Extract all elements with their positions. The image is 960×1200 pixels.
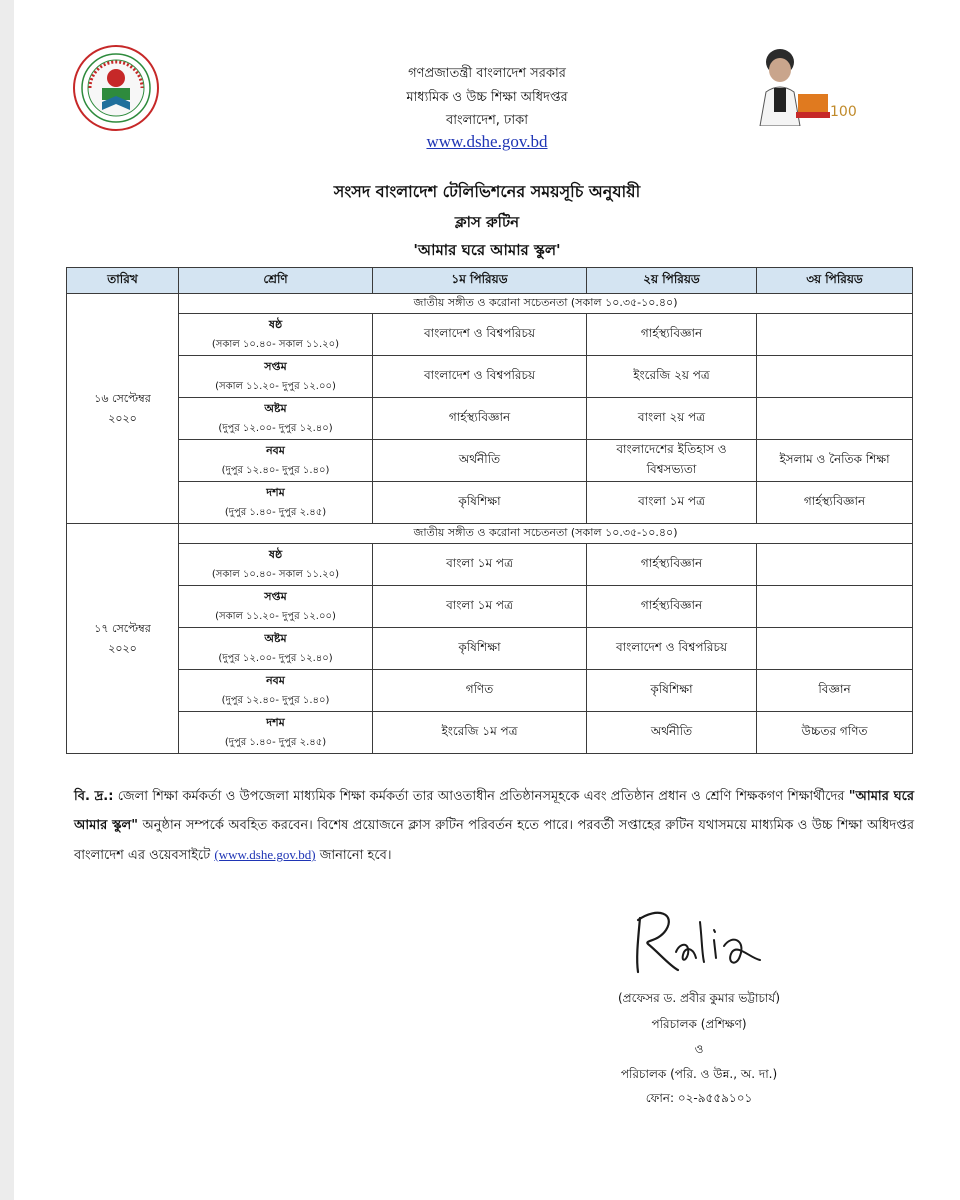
note-lead: বি. দ্র.: <box>74 789 114 804</box>
period-1-cell: ইংরেজি ১ম পত্র <box>373 712 587 754</box>
class-cell <box>179 712 373 754</box>
class-time: (দুপুর ১২.০০- দুপুর ১২.৪০) <box>218 422 333 434</box>
period-2-cell: কৃষিশিক্ষা <box>587 670 757 712</box>
date-cell <box>67 524 179 754</box>
period-2-cell: গার্হস্থ্যবিজ্ঞান <box>587 314 757 356</box>
class-name: দশম <box>266 485 285 499</box>
signatory-title-1: পরিচালক (প্রশিক্ষণ) <box>651 1017 747 1031</box>
emblem-badge: 100 <box>830 104 857 120</box>
note-website-link[interactable]: (www.dshe.gov.bd) <box>214 847 316 862</box>
signatory-title-2: পরিচালক (পরি. ও উন্ন., অ. দা.) <box>620 1067 778 1081</box>
class-name: নবম <box>266 673 285 687</box>
note-program-name: "আমার ঘরে আমার স্কুল" <box>74 789 914 833</box>
program-name: 'আমার ঘরে আমার স্কুল' <box>413 241 561 259</box>
period-2-cell: বাংলা ২য় পত্র <box>587 398 757 440</box>
class-time: (দুপুর ১২.৪০- দুপুর ১.৪০) <box>221 694 330 706</box>
table-row <box>67 544 913 586</box>
header-class: শ্রেণি <box>179 268 373 294</box>
header-period-2: ২য় পিরিয়ড <box>587 268 757 294</box>
date-day: ১৭ সেপ্টেম্বর <box>94 621 151 635</box>
period-1-cell: বাংলাদেশ ও বিশ্বপরিচয় <box>373 314 587 356</box>
period-3-cell <box>757 544 913 586</box>
class-name: সপ্তম <box>264 359 287 373</box>
table-row <box>67 440 913 482</box>
period-2-cell: বাংলা ১ম পত্র <box>587 482 757 524</box>
class-name: সপ্তম <box>264 589 287 603</box>
anthem-band-text: জাতীয় সঙ্গীত ও করোনা সচেতনতা (সকাল ১০.৩৫-১০.৪০) <box>179 524 913 544</box>
period-3-cell <box>757 398 913 440</box>
class-cell <box>179 628 373 670</box>
class-cell <box>179 356 373 398</box>
class-cell <box>179 440 373 482</box>
class-time: (দুপুর ১.৪০- দুপুর ২.৪৫) <box>224 736 327 748</box>
class-cell <box>179 482 373 524</box>
class-time: (দুপুর ১২.০০- দুপুর ১২.৪০) <box>218 652 333 664</box>
table-row <box>67 712 913 754</box>
signatory-and: ও <box>694 1042 704 1056</box>
period-1-cell: অর্থনীতি <box>373 440 587 482</box>
class-time: (সকাল ১১.২০- দুপুর ১২.০০) <box>215 380 336 392</box>
note-text-1: জেলা শিক্ষা কর্মকর্তা ও উপজেলা মাধ্যমিক শিক্ষা কর্মকর্তা তার আওতাধীন প্রতিষ্ঠানসমূহকে এবং প্রতিষ্ঠান প্রধান ও শ্রেণি শিক্ষকগণ শিক্ষার্থীদের <box>113 789 849 804</box>
header-department: মাধ্যমিক ও উচ্চ শিক্ষা অধিদপ্তর <box>406 90 568 105</box>
period-3-cell <box>757 628 913 670</box>
class-name: দশম <box>266 715 285 729</box>
period-3-cell: গার্হস্থ্যবিজ্ঞান <box>757 482 913 524</box>
header-website-link[interactable]: www.dshe.gov.bd <box>426 132 548 151</box>
period-1-cell: কৃষিশিক্ষা <box>373 628 587 670</box>
class-time: (সকাল ১০.৪০- সকাল ১১.২০) <box>211 338 340 350</box>
period-2-cell: বাংলাদেশ ও বিশ্বপরিচয় <box>587 628 757 670</box>
screen-edge <box>0 0 14 1200</box>
class-cell <box>179 544 373 586</box>
table-row <box>67 628 913 670</box>
period-3-cell: ইসলাম ও নৈতিক শিক্ষা <box>757 440 913 482</box>
period-3-cell: বিজ্ঞান <box>757 670 913 712</box>
class-time: (সকাল ১১.২০- দুপুর ১২.০০) <box>215 610 336 622</box>
period-1-cell: গার্হস্থ্যবিজ্ঞান <box>373 398 587 440</box>
period-3-cell <box>757 314 913 356</box>
class-cell <box>179 586 373 628</box>
class-name: অষ্টম <box>264 631 287 645</box>
period-1-cell: কৃষিশিক্ষা <box>373 482 587 524</box>
header-period-3: ৩য় পিরিয়ড <box>757 268 913 294</box>
signatory-name: (প্রফেসর ড. প্রবীর কুমার ভট্টাচার্য) <box>617 991 780 1005</box>
class-name: ষষ্ঠ <box>268 547 283 561</box>
date-year: ২০২০ <box>108 641 137 655</box>
period-2-cell: ইংরেজি ২য় পত্র <box>587 356 757 398</box>
note-paragraph <box>74 782 914 870</box>
table-row <box>67 398 913 440</box>
date-cell <box>67 294 179 524</box>
period-1-cell: বাংলা ১ম পত্র <box>373 586 587 628</box>
table-row <box>67 314 913 356</box>
document-page <box>14 0 960 1200</box>
note-text-3: জানানো হবে। <box>315 848 392 863</box>
period-2-cell: বাংলাদেশের ইতিহাস ও বিশ্বসভ্যতা <box>587 440 757 482</box>
date-year: ২০২০ <box>108 411 137 425</box>
table-row <box>67 670 913 712</box>
class-name: নবম <box>266 443 285 457</box>
period-2-cell: গার্হস্থ্যবিজ্ঞান <box>587 586 757 628</box>
period-1-cell: বাংলা ১ম পত্র <box>373 544 587 586</box>
signatory-phone: ফোন: ০২-৯৫৫৯১০১ <box>645 1091 753 1105</box>
period-3-cell: উচ্চতর গণিত <box>757 712 913 754</box>
table-row <box>67 482 913 524</box>
class-routine-table <box>66 267 913 754</box>
handwritten-signature <box>618 900 768 990</box>
table-body <box>67 294 913 754</box>
note-text-2: অনুষ্ঠান সম্পর্কে অবহিত করবেন। বিশেষ প্রয়োজনে ক্লাস রুটিন পরিবর্তন হতে পারে। পরবর্তী সপ্তাহের রুটিন যথাসময়ে মাধ্যমিক ও উচ্চ শিক্ষা অধিদপ্তর বাংলাদেশ এর ওয়েবসাইটে <box>74 818 914 863</box>
class-cell <box>179 314 373 356</box>
class-cell <box>179 670 373 712</box>
header-date: তারিখ <box>67 268 179 294</box>
period-3-cell <box>757 356 913 398</box>
class-time: (সকাল ১০.৪০- সকাল ১১.২০) <box>211 568 340 580</box>
period-2-cell: গার্হস্থ্যবিজ্ঞান <box>587 544 757 586</box>
period-1-cell: গণিত <box>373 670 587 712</box>
routine-title: সংসদ বাংলাদেশ টেলিভিশনের সময়সূচি অনুযায়ী <box>333 182 641 201</box>
anthem-band-row <box>67 524 913 544</box>
class-cell <box>179 398 373 440</box>
period-1-cell: বাংলাদেশ ও বিশ্বপরিচয় <box>373 356 587 398</box>
class-time: (দুপুর ১.৪০- দুপুর ২.৪৫) <box>224 506 327 518</box>
period-2-cell: অর্থনীতি <box>587 712 757 754</box>
table-header-row <box>67 268 913 294</box>
header-period-1: ১ম পিরিয়ড <box>373 268 587 294</box>
class-name: অষ্টম <box>264 401 287 415</box>
class-time: (দুপুর ১২.৪০- দুপুর ১.৪০) <box>221 464 330 476</box>
date-day: ১৬ সেপ্টেম্বর <box>94 391 151 405</box>
anthem-band-row <box>67 294 913 314</box>
anthem-band-text: জাতীয় সঙ্গীত ও করোনা সচেতনতা (সকাল ১০.৩৫-১০.৪০) <box>179 294 913 314</box>
period-3-cell <box>757 586 913 628</box>
header-govt: গণপ্রজাতন্ত্রী বাংলাদেশ সরকার <box>408 66 566 81</box>
table-row <box>67 356 913 398</box>
table-row <box>67 586 913 628</box>
class-name: ষষ্ঠ <box>268 317 283 331</box>
header-location: বাংলাদেশ, ঢাকা <box>445 113 529 128</box>
routine-subtitle: ক্লাস রুটিন <box>454 213 520 231</box>
